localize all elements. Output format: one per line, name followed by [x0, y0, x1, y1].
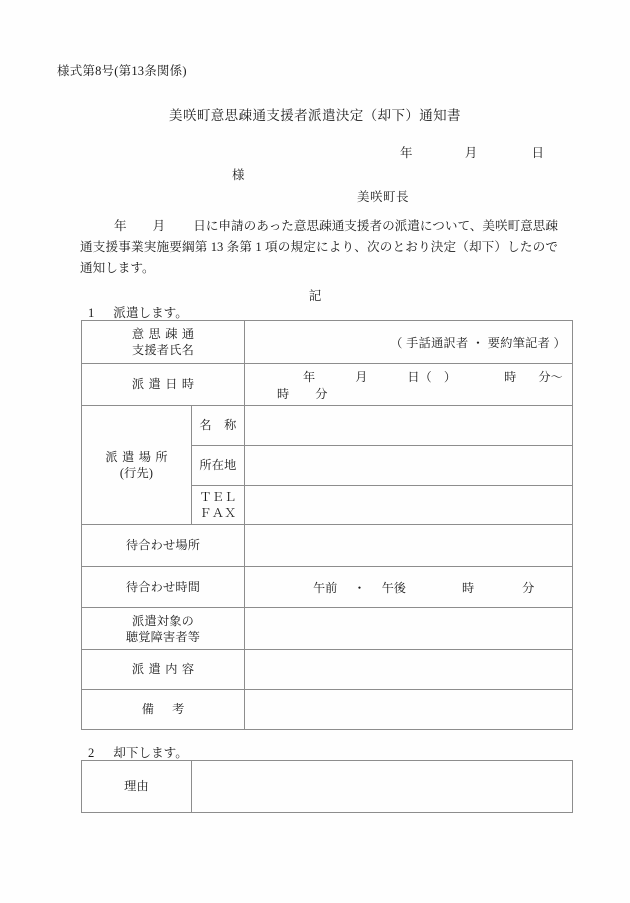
meeting-time-pm: 午後 [381, 580, 406, 595]
table-row-target-person [82, 608, 573, 650]
table-row-reason [82, 761, 573, 813]
table-row-datetime [82, 364, 573, 406]
sub-value-place-name[interactable] [245, 406, 573, 446]
date-year-label: 年 [400, 146, 413, 160]
row-value-meeting-time[interactable] [245, 567, 573, 608]
dispatch-details-table [81, 320, 573, 730]
row-label-target-person [82, 608, 245, 650]
row-value-remarks[interactable] [245, 690, 573, 730]
datetime-minute-start: 分～ [538, 369, 563, 384]
body-month-label: 月 [152, 219, 166, 233]
table-row-remarks [82, 690, 573, 730]
sub-value-place-tel-fax[interactable] [245, 486, 573, 525]
datetime-day: 日（ ） [407, 369, 457, 384]
row-label-meeting-place: 待合わせ場所 [82, 525, 245, 567]
section-2-label: 却下します。 [113, 746, 188, 760]
section-1-number: 1 [88, 306, 95, 320]
row-label-dispatch-place-line1: 派遣場所 [105, 450, 173, 464]
row-label-dispatch-datetime: 派遣日時 [82, 364, 245, 406]
row-label-dispatch-place-line2: (行先) [119, 466, 154, 480]
table-row-name [82, 321, 573, 364]
page-title: 美咲町意思疎通支援者派遣決定（却下）通知書 [169, 108, 461, 123]
table-row-meeting-time [82, 567, 573, 608]
table-row-meeting-place [82, 525, 573, 567]
row-value-interpreter-type[interactable]: （ 手話通訳者 ・ 要約筆記者 ） [245, 321, 573, 364]
section-1-label: 派遣します。 [113, 306, 188, 320]
row-value-reason[interactable] [192, 761, 573, 813]
row-label-meeting-time: 待合わせ時間 [82, 567, 245, 608]
row-label-interpreter-name-line1: 意思疎通 [131, 327, 199, 341]
row-label-interpreter-name [82, 321, 245, 364]
row-value-target-person[interactable] [245, 608, 573, 650]
date-month-label: 月 [464, 146, 478, 160]
addressee-suffix: 様 [232, 168, 245, 182]
body-text-rest: 日に申請のあった意思疎通支援者の派遣について、美咲町意思疎通支援事業実施要綱第 13 条第 1 項の規定により、次のとおり決定（却下）したので通知します。 [80, 219, 558, 275]
table-row-place-name [82, 406, 573, 446]
row-value-meeting-place[interactable] [245, 525, 573, 567]
datetime-minute-end: 分 [315, 386, 328, 401]
row-value-dispatch-content[interactable] [245, 650, 573, 690]
row-label-reason: 理由 [82, 761, 192, 813]
row-label-target-person-line1: 派遣対象の [132, 613, 194, 628]
issuer-name: 美咲町長 [357, 190, 410, 204]
datetime-hour-end: 時 [277, 386, 290, 401]
date-line [400, 143, 544, 161]
datetime-hour-start: 時 [504, 369, 517, 384]
meeting-time-am: 午前 [313, 580, 338, 595]
section-2-heading [88, 742, 188, 761]
form-number: 様式第8号(第13条関係) [57, 64, 187, 78]
sub-label-place-name: 名 称 [192, 406, 245, 446]
sub-label-tel: ＴＥＬ [199, 490, 237, 504]
section-2-number: 2 [88, 746, 95, 760]
meeting-time-hour: 時 [461, 580, 475, 595]
meeting-time-minute: 分 [522, 580, 535, 595]
sub-label-fax: ＦＡＸ [199, 506, 237, 520]
body-paragraph [80, 216, 558, 279]
datetime-month: 月 [355, 369, 368, 384]
rejection-reason-table [81, 760, 573, 813]
sub-label-place-tel-fax [192, 486, 245, 525]
row-label-target-person-line2: 聴覚障害者等 [125, 629, 201, 644]
section-1-heading [88, 302, 188, 321]
row-value-dispatch-datetime[interactable] [245, 364, 573, 406]
sub-value-place-address[interactable] [245, 446, 573, 486]
datetime-year: 年 [303, 369, 316, 384]
ki-marker: 記 [308, 289, 322, 303]
table-row-dispatch-content [82, 650, 573, 690]
sub-label-place-address: 所在地 [192, 446, 245, 486]
row-label-remarks: 備 考 [82, 690, 245, 730]
body-year-label: 年 [114, 219, 127, 233]
date-day-label: 日 [531, 146, 545, 160]
row-label-dispatch-place [82, 406, 192, 525]
row-label-dispatch-content: 派遣内容 [82, 650, 245, 690]
row-label-interpreter-name-line2: 支援者氏名 [132, 343, 194, 357]
meeting-time-separator: ・ [353, 580, 366, 595]
